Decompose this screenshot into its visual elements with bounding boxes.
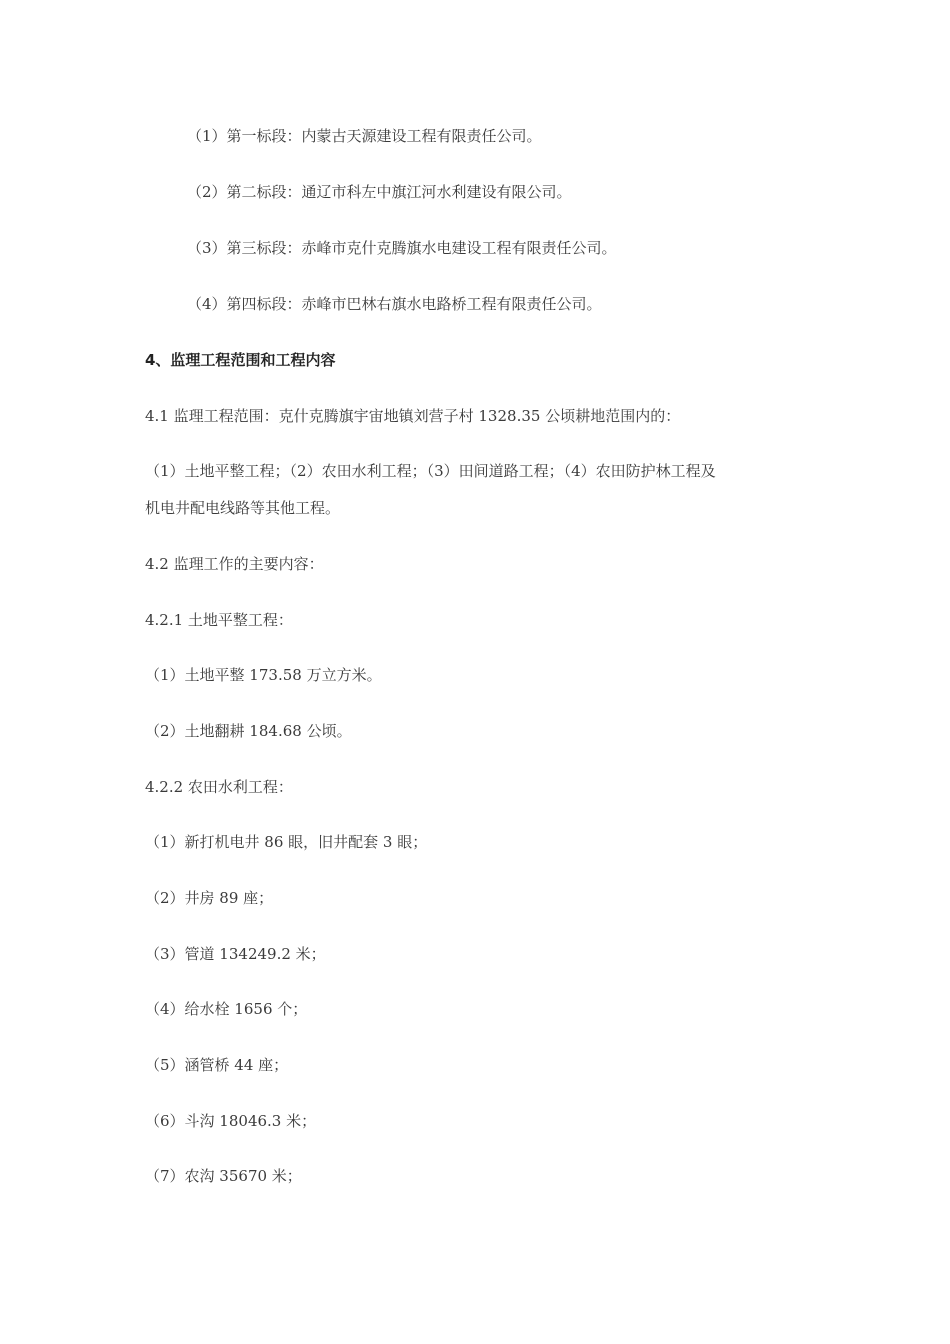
bid-section-3: （3）第三标段：赤峰市克什克腾旗水电建设工程有限责任公司。 — [187, 239, 617, 257]
section-4-heading: 4、监理工程范围和工程内容 — [145, 351, 336, 369]
scope-items-line-2: 机电井配电线路等其他工程。 — [145, 499, 341, 517]
irrigation-item-3: （3）管道 134249.2 米； — [145, 945, 326, 963]
irrigation-item-7: （7）农沟 35670 米； — [145, 1167, 302, 1185]
bid-section-2: （2）第二标段：通辽市科左中旗江河水利建设有限公司。 — [187, 183, 572, 201]
scope-text: 4.1 监理工程范围：克什克腾旗宇宙地镇刘营子村 1328.35 公顷耕地范围内的： — [145, 407, 681, 425]
irrigation-item-1: （1）新打机电井 86 眼，旧井配套 3 眼； — [145, 833, 428, 851]
bid-section-1: （1）第一标段：内蒙古天源建设工程有限责任公司。 — [187, 127, 542, 145]
irrigation-item-6: （6）斗沟 18046.3 米； — [145, 1112, 317, 1130]
irrigation-item-2: （2）井房 89 座； — [145, 889, 274, 907]
irrigation-heading: 4.2.2 农田水利工程： — [145, 778, 293, 796]
irrigation-item-4: （4）给水栓 1656 个； — [145, 1000, 308, 1018]
land-leveling-heading: 4.2.1 土地平整工程： — [145, 611, 293, 629]
land-leveling-item-2: （2）土地翻耕 184.68 公顷。 — [145, 722, 352, 740]
scope-items-line-1: （1）土地平整工程；（2）农田水利工程；（3）田间道路工程；（4）农田防护林工程及 — [145, 462, 716, 480]
bid-section-4: （4）第四标段：赤峰市巴林右旗水电路桥工程有限责任公司。 — [187, 295, 602, 313]
land-leveling-item-1: （1）土地平整 173.58 万立方米。 — [145, 666, 382, 684]
work-content-heading: 4.2 监理工作的主要内容： — [145, 555, 324, 573]
irrigation-item-5: （5）涵管桥 44 座； — [145, 1056, 289, 1074]
